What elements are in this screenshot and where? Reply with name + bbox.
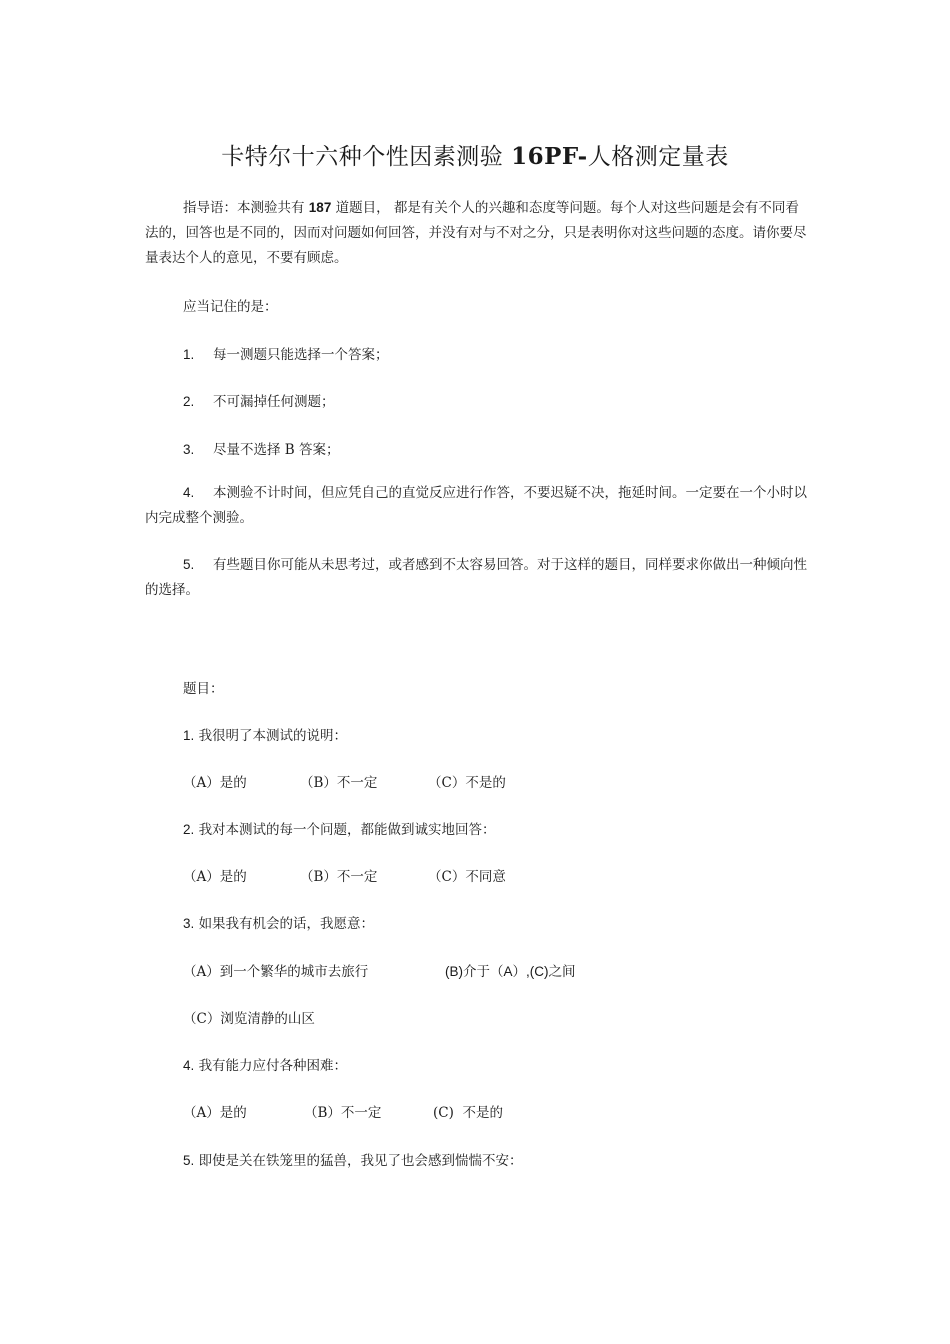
question-number: 3. bbox=[183, 916, 195, 931]
point-item bbox=[183, 390, 335, 410]
point-item bbox=[145, 552, 810, 603]
question-number: 2. bbox=[183, 822, 195, 837]
question-text: 即使是关在铁笼里的猛兽，我见了也会感到惴惴不安： bbox=[198, 1153, 523, 1169]
answer-option: （A）是的 bbox=[183, 869, 247, 885]
answer-option: （B）不一定 bbox=[304, 1105, 382, 1121]
point-number: 1. bbox=[183, 347, 195, 362]
point-text: 有些题目你可能从未思考过，或者感到不太容易回答。对于这样的题目，同样要求你做出一种倾向性的选择。 bbox=[145, 557, 807, 598]
point-text: 尽量不选择 B 答案； bbox=[213, 442, 340, 458]
point-text: 每一测题只能选择一个答案； bbox=[213, 347, 389, 363]
question-text: 如果我有机会的话，我愿意： bbox=[198, 916, 375, 932]
answer-option: （C）不是的 bbox=[428, 775, 506, 791]
question-number: 5. bbox=[183, 1153, 195, 1168]
question-item bbox=[183, 724, 347, 744]
answer-option: （B）不一定 bbox=[300, 869, 378, 885]
point-number: 2. bbox=[183, 394, 195, 409]
title-bold: 16PF- bbox=[511, 143, 588, 170]
questions-heading: 题目： bbox=[183, 681, 224, 697]
answer-option: （B）不一定 bbox=[300, 775, 378, 791]
answer-option: （A）到一个繁华的城市去旅行 bbox=[183, 964, 369, 980]
point-text: 本测验不计时间，但应凭自己的直觉反应进行作答，不要迟疑不决，拖延时间。一定要在一个小时以内完成整个测验。 bbox=[145, 485, 807, 526]
question-number: 1. bbox=[183, 728, 195, 743]
answer-option: （A）是的 bbox=[183, 775, 247, 791]
title-prefix: 卡特尔十六种个性因素测验 bbox=[221, 144, 512, 170]
answer-option: (B)介于（A）,(C)之间 bbox=[445, 964, 576, 979]
question-text: 我很明了本测试的说明： bbox=[198, 728, 348, 744]
question-number: 4. bbox=[183, 1058, 195, 1073]
answer-option: （A）是的 bbox=[183, 1105, 247, 1121]
question-item bbox=[183, 1054, 347, 1074]
point-number: 4. bbox=[183, 485, 195, 500]
answer-option: (C) 不是的 bbox=[433, 1105, 503, 1121]
point-number: 5. bbox=[183, 557, 195, 572]
point-item bbox=[145, 480, 810, 531]
answer-option: （C）浏览清静的山区 bbox=[183, 1011, 315, 1027]
title-suffix: 人格测定量表 bbox=[587, 144, 729, 170]
answer-option: （C）不同意 bbox=[428, 869, 506, 885]
point-number: 3. bbox=[183, 442, 195, 457]
intro-count: 187 bbox=[308, 200, 332, 215]
remember-heading: 应当记住的是： bbox=[183, 299, 278, 315]
point-text: 不可漏掉任何测题； bbox=[213, 394, 335, 410]
intro-paragraph bbox=[145, 195, 810, 271]
question-text: 我有能力应付各种困难： bbox=[198, 1058, 348, 1074]
document-title bbox=[0, 138, 950, 171]
question-item bbox=[183, 1149, 523, 1169]
question-item bbox=[183, 818, 496, 838]
question-text: 我对本测试的每一个问题，都能做到诚实地回答： bbox=[198, 822, 496, 838]
intro-part2: 道题目， 都是有关个人的兴趣和态度等问题。每个人对这些问题是会有不同看法的，回答也是不同的，因而对问题如何回答，并没有对与不对之分，只是表明你对这些问题的态度。请你要尽量表达个人的意见，不要有顾虑。 bbox=[145, 200, 807, 266]
intro-part1: 指导语：本测验共有 bbox=[183, 200, 309, 216]
point-item bbox=[183, 438, 340, 458]
question-item bbox=[183, 912, 374, 932]
point-item bbox=[183, 343, 389, 363]
